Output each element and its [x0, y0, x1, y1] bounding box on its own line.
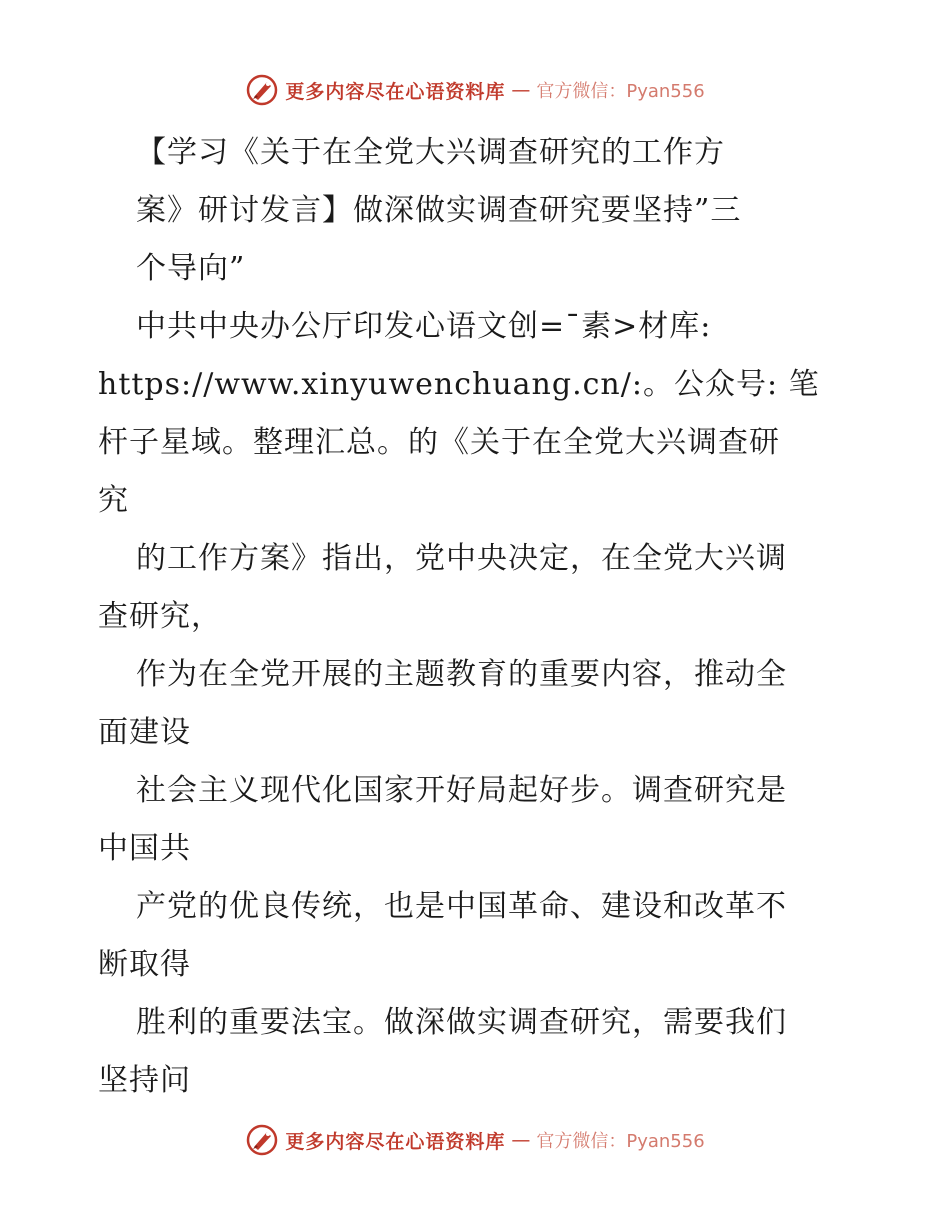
watermark-wechat-text: 官方微信：Pyan556: [536, 1131, 705, 1152]
body-line: 断取得: [98, 947, 191, 982]
body-line: 的工作方案》指出，党中央决定，在全党大兴调: [136, 541, 787, 576]
watermark-brand-text: 更多内容尽在心语资料库: [285, 1130, 506, 1153]
body-line: 产党的优良传统，也是中国革命、建设和改革不: [136, 889, 787, 924]
body-line: 作为在全党开展的主题教育的重要内容，推动全: [136, 657, 787, 692]
body-line: 杆子星域。整理汇总。的《关于在全党大兴调查研: [98, 425, 780, 460]
body-line: 面建设: [98, 715, 191, 750]
pen-logo-icon: [245, 73, 279, 107]
body-line: 中共中央办公厅印发心语文创=¯素>材库:: [136, 309, 712, 344]
body-line: 中国共: [98, 831, 191, 866]
footer-watermark: [0, 1120, 950, 1160]
title-line: 个导向”: [136, 251, 246, 286]
pen-logo-icon: [245, 1123, 279, 1157]
body-line: 胜利的重要法宝。做深做实调查研究，需要我们: [136, 1005, 787, 1040]
body-line: 究: [98, 483, 129, 518]
document-body: [98, 124, 858, 1110]
body-line: 坚持问: [98, 1063, 191, 1098]
watermark-wechat-text: 官方微信：Pyan556: [536, 81, 705, 102]
body-line: https://www.xinyuwenchuang.cn/:。公众号: 笔: [98, 367, 820, 402]
watermark-dash: —: [511, 1129, 531, 1151]
body-line: 查研究，: [98, 599, 222, 634]
watermark-dash: —: [511, 79, 531, 101]
watermark-brand-text: 更多内容尽在心语资料库: [285, 80, 506, 103]
title-line: 案》研讨发言】做深做实调查研究要坚持”三: [136, 193, 742, 228]
title-line: 【学习《关于在全党大兴调查研究的工作方: [136, 135, 725, 170]
body-line: 社会主义现代化国家开好局起好步。调查研究是: [136, 773, 787, 808]
header-watermark: [0, 70, 950, 110]
